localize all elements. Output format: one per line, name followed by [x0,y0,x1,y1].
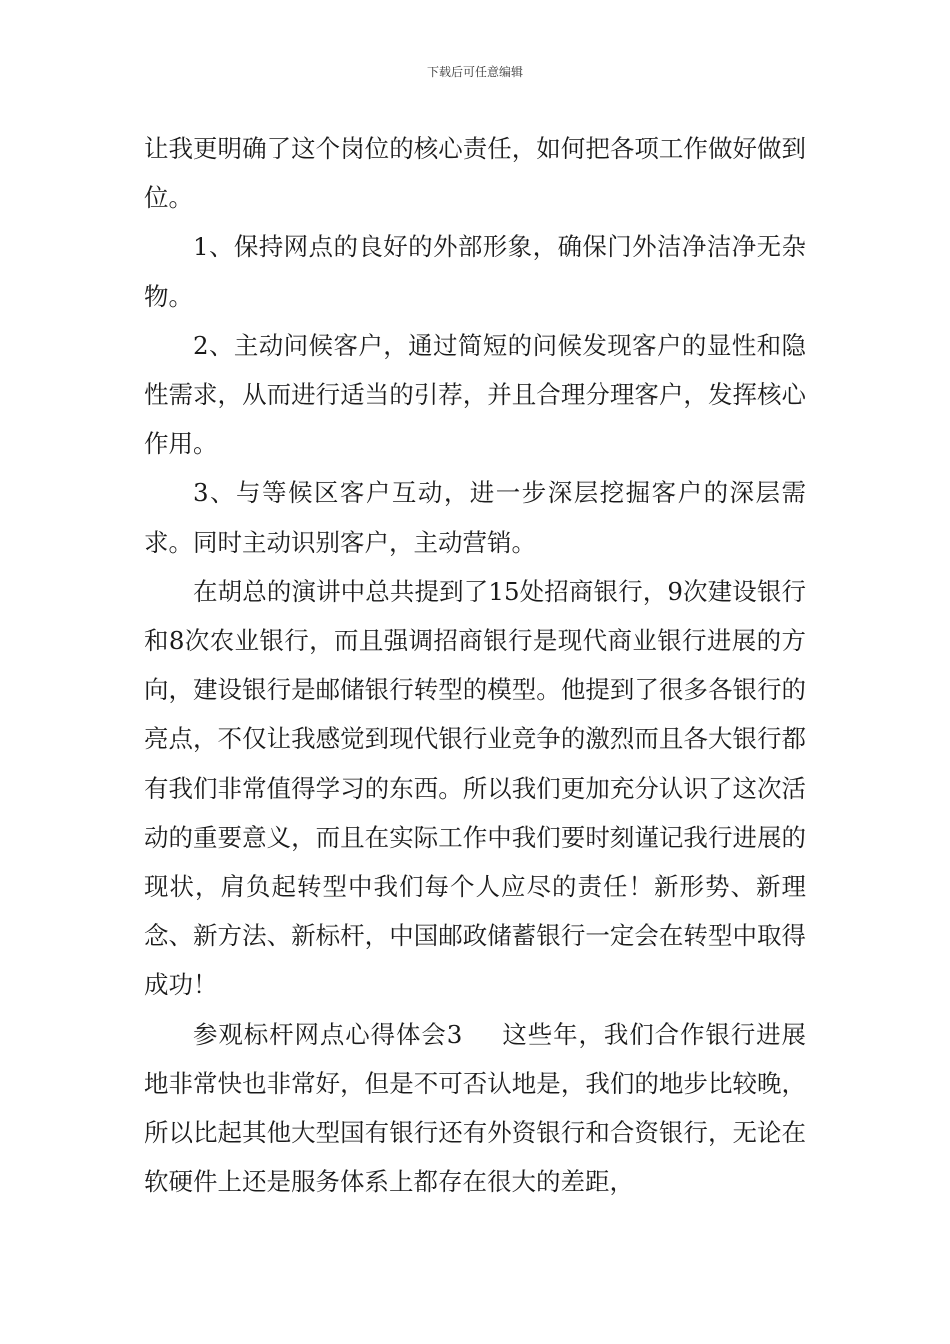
paragraph-2: 1、保持网点的良好的外部形象，确保门外洁净洁净无杂物。 [144,232,806,311]
document-body [144,124,806,1206]
page-header-note: 下载后可任意编辑 [426,65,523,79]
paragraph-1: 让我更明确了这个岗位的核心责任，如何把各项工作做好做到位。 [144,134,806,213]
section-text: 这些年，我们合作银行进展地非常快也非常好，但是不可否认地是，我们的地步比较晚，所以比起其他大型国有银行还有外资银行和合资银行，无论在软硬件上还是服务体系上都存在很大的差距， [144,1019,806,1197]
paragraph-5: 在胡总的演讲中总共提到了15处招商银行，9次建设银行和8次农业银行，而且强调招商银行是现代商业银行进展的方向，建设银行是邮储银行转型的模型。他提到了很多各银行的亮点，不仅让我感觉到现代银行业竞争的激烈而且各大银行都有我们非常值得学习的东西。所以我们更加充分认识了这次活动的重要意义，而且在实际工作中我们要时刻谨记我行进展的现状，肩负起转型中我们每个人应尽的责任！新形势、新理念、新方法、新标杆，中国邮政储蓄银行一定会在转型中取得成功！ [144,576,806,1000]
paragraph-3: 2、主动问候客户，通过简短的问候发现客户的显性和隐性需求，从而进行适当的引荐，并且合理分理客户，发挥核心作用。 [144,330,806,459]
paragraph-4: 3、与等候区客户互动，进一步深层挖掘客户的深层需求。同时主动识别客户，主动营销。 [144,478,806,557]
section-paragraph [144,1010,806,1207]
section-title: 参观标杆网点心得体会3 [193,1019,463,1049]
